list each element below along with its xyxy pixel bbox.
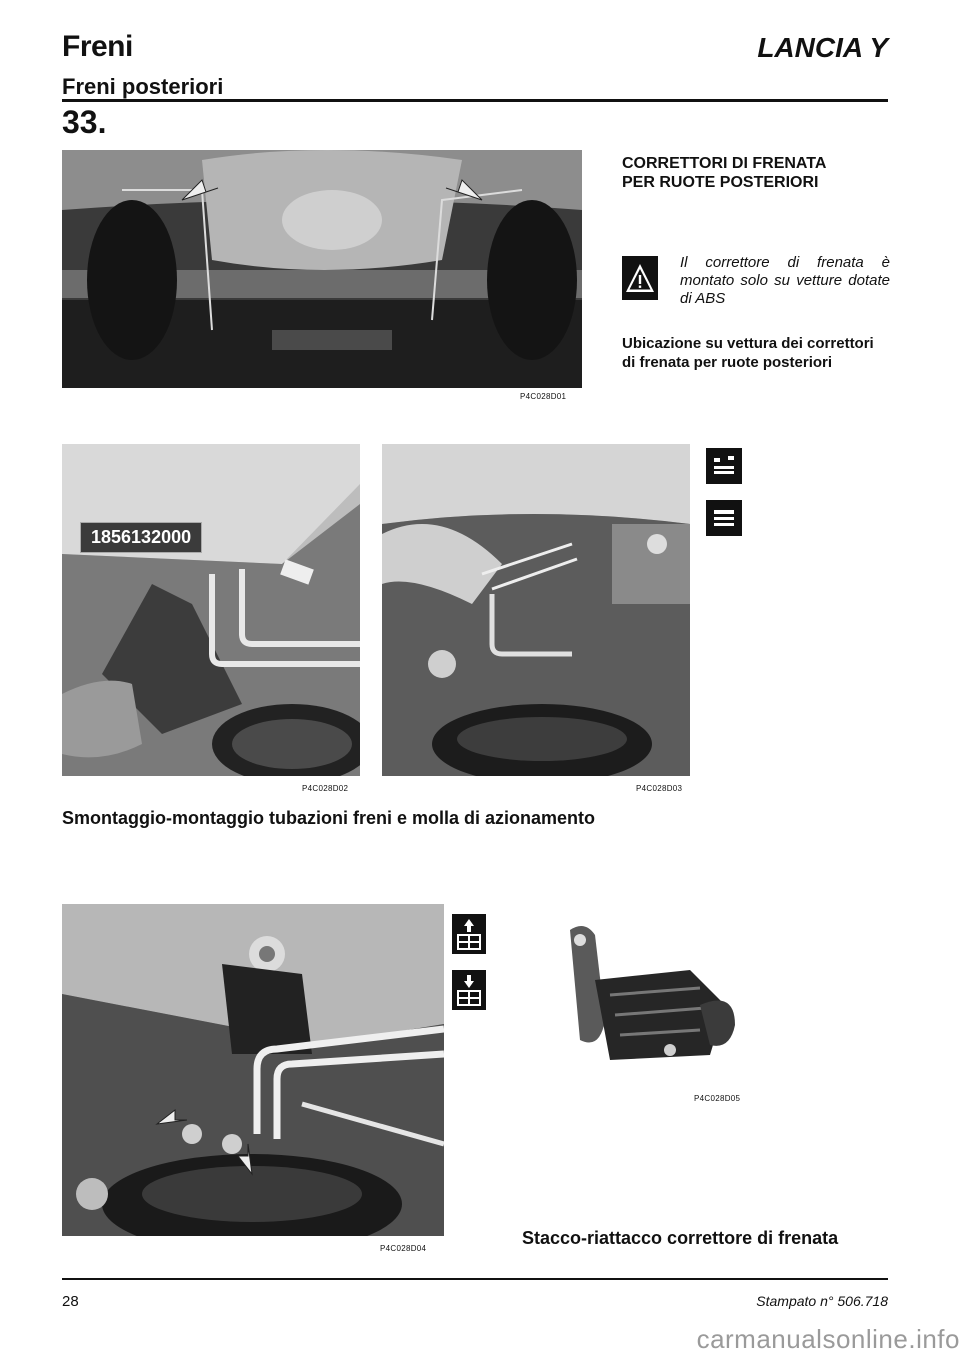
photo-corrector-mounting xyxy=(62,904,444,1236)
header-brand: LANCIA Y xyxy=(757,32,888,63)
photo-code-2: P4C028D02 xyxy=(302,784,349,793)
photo-underbody xyxy=(62,150,582,388)
install-icon xyxy=(706,500,742,536)
footer-rule xyxy=(62,1278,888,1280)
section-heading xyxy=(622,154,892,192)
photo-brake-pipes-tool xyxy=(62,444,360,776)
lift-up-icon xyxy=(452,914,486,954)
photo-corrector-detail xyxy=(550,910,750,1090)
lift-down-icon xyxy=(452,970,486,1010)
photo-code-3: P4C028D03 xyxy=(636,784,683,793)
location-text: Ubicazione su vettura dei correttori di frenata per ruote posteriori xyxy=(622,335,874,371)
section-number: 33. xyxy=(62,104,107,140)
heading-line-2: PER RUOTE POSTERIORI xyxy=(622,174,819,191)
tool-number-label: 1856132000 xyxy=(80,522,202,553)
photo-code-4: P4C028D04 xyxy=(380,1244,427,1253)
caption-disassembly: Smontaggio-montaggio tubazioni freni e molla di azionamento xyxy=(62,808,596,828)
warning-text: Il correttore di frenata è montato solo su vetture dotate di ABS xyxy=(680,254,890,307)
header-title: Freni xyxy=(62,30,133,63)
caption-detach: Stacco-riattacco correttore di frenata xyxy=(522,1228,839,1248)
photo-code-1: P4C028D01 xyxy=(520,392,567,401)
header-rule xyxy=(62,99,888,102)
photo-code-5: P4C028D05 xyxy=(694,1094,741,1103)
warning-triangle-icon xyxy=(622,256,658,300)
header-subtitle: Freni posteriori xyxy=(62,74,224,99)
heading-line-1: CORRETTORI DI FRENATA xyxy=(622,155,827,172)
watermark: carmanualsonline.info xyxy=(696,1324,960,1354)
photo-brake-pipes-spanner xyxy=(382,444,690,776)
printed-number: Stampato n° 506.718 xyxy=(756,1293,888,1309)
page-number: 28 xyxy=(62,1293,79,1310)
remove-icon xyxy=(706,448,742,484)
